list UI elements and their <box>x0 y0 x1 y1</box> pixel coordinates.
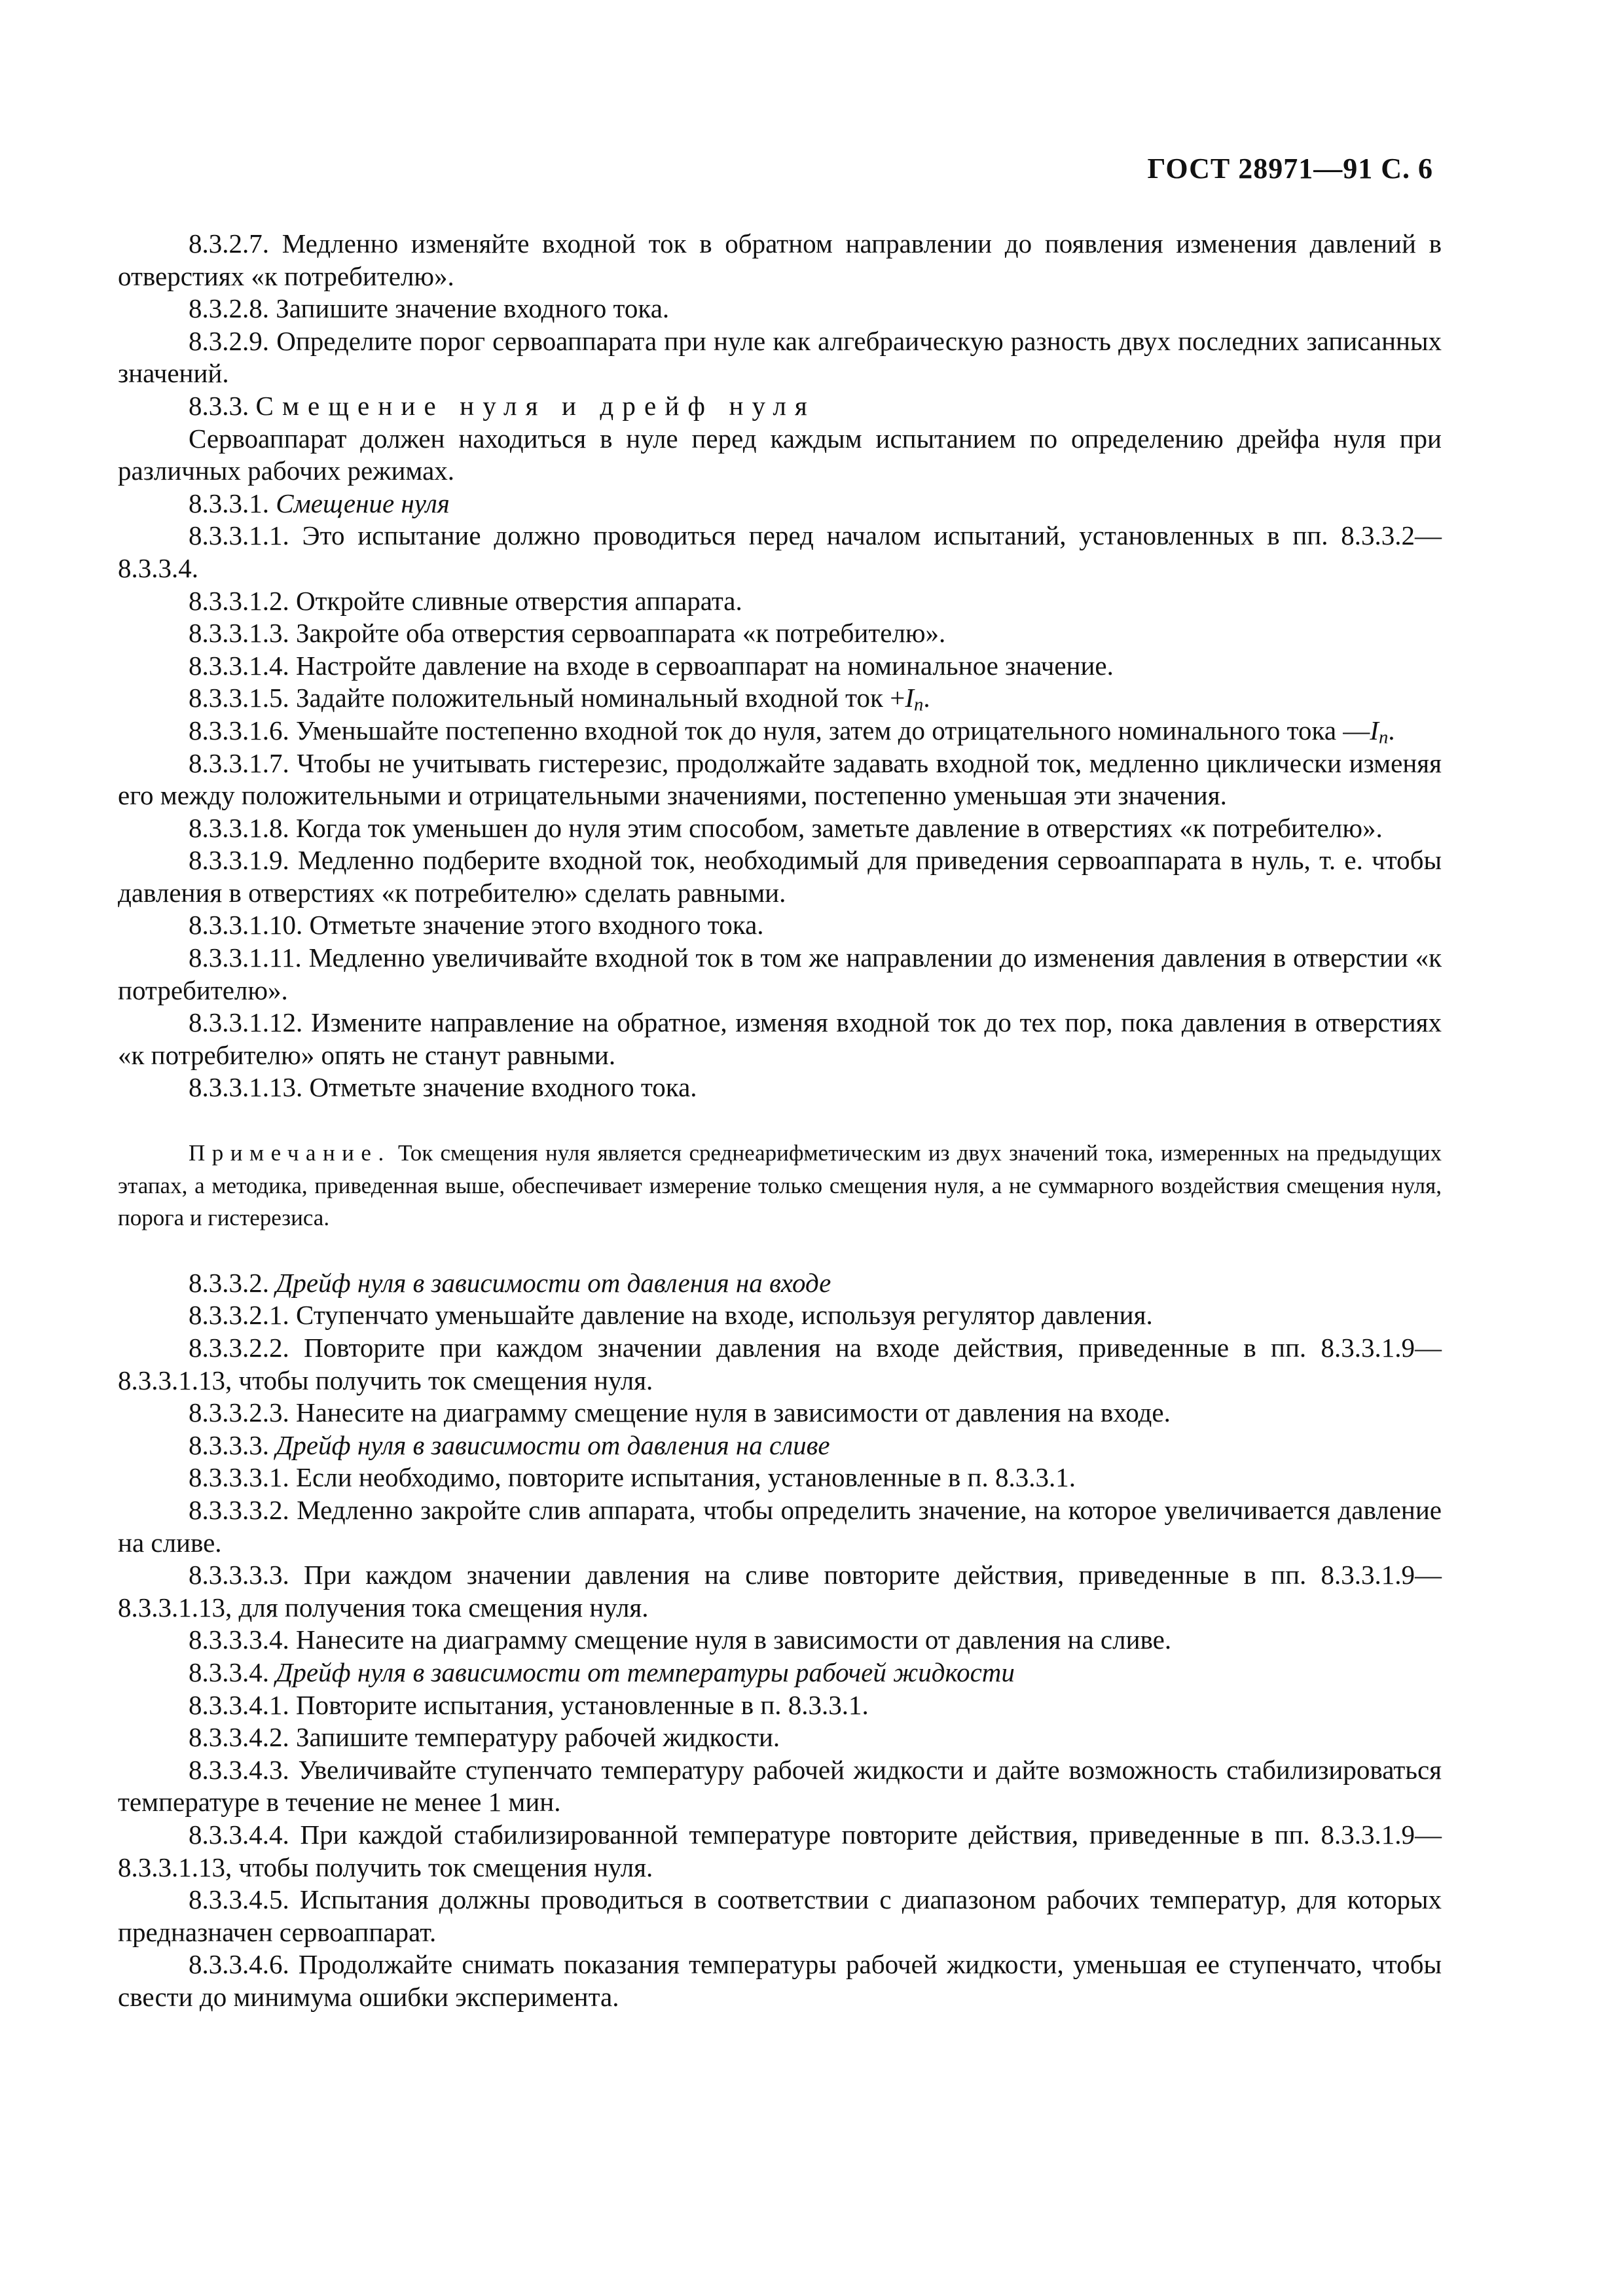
clause-text: Повторите испытания, установленные в п. 8.3.3.1. <box>296 1689 869 1720</box>
paragraph <box>118 617 1442 650</box>
paragraph <box>118 293 1442 325</box>
paragraph <box>118 715 1442 747</box>
clause-number: 8.3.3.3.4. <box>189 1624 289 1655</box>
subsection-title: Смещение нуля <box>276 488 450 518</box>
paragraph <box>118 520 1442 584</box>
clause-number: 8.3.3.4.6. <box>189 1949 289 1980</box>
paragraph <box>118 1624 1442 1657</box>
clause-text: Задайте положительный номинальный входной ток + <box>296 683 905 713</box>
clause-number: 8.3.3.1.8. <box>189 812 289 843</box>
clause-number: 8.3.3.4.1. <box>189 1689 289 1720</box>
current-symbol: I <box>1370 715 1379 745</box>
clause-text: Медленно увеличивайте входной ток в том же направлении до изменения давления в отверстии «к потребителю». <box>118 942 1442 1005</box>
clause-number: 8.3.3.1.9. <box>189 845 289 876</box>
paragraph <box>118 325 1442 390</box>
clause-number: 8.3.3.1.13. <box>189 1072 303 1103</box>
subsection-heading <box>118 1429 1442 1462</box>
clause-number: 8.3.3.1.3. <box>189 618 289 649</box>
clause-text: Когда ток уменьшен до нуля этим способом, заметьте давление в отверстиях «к потребителю». <box>296 812 1383 843</box>
clause-text: Запишите температуру рабочей жидкости. <box>296 1722 780 1753</box>
page-header: ГОСТ 28971—91 С. 6 <box>1147 152 1433 185</box>
clause-text: Сервоаппарат должен находиться в нуле перед каждым испытанием по определению дрейфа нуля при различных рабочих режимах. <box>118 423 1442 486</box>
paragraph <box>118 1332 1442 1397</box>
clause-text: Продолжайте снимать показания температуры рабочей жидкости, уменьшая ее ступенчато, чтобы свести до минимума ошибки эксперимента. <box>118 1949 1442 2012</box>
clause-number: 8.3.3.1.1. <box>189 520 289 551</box>
paragraph <box>118 585 1442 618</box>
clause-number: 8.3.3.3.1. <box>189 1462 289 1493</box>
clause-number: 8.3.3.4.2. <box>189 1722 289 1753</box>
paragraph <box>118 1397 1442 1429</box>
clause-text-end: . <box>1388 715 1395 745</box>
subsection-title: Дрейф нуля в зависимости от давления на входе <box>276 1267 831 1298</box>
paragraph <box>118 682 1442 715</box>
clause-number: 8.3.2.8. <box>189 293 269 324</box>
clause-number: 8.3.3.3.3. <box>189 1560 289 1590</box>
clause-number: 8.3.3.2.3. <box>189 1397 289 1428</box>
paragraph <box>118 1819 1442 1884</box>
clause-number: 8.3.3.1.4. <box>189 650 289 681</box>
clause-number: 8.3.3.4. <box>189 1657 269 1687</box>
clause-text: При каждом значении давления на сливе повторите действия, приведенные в пп. 8.3.3.1.9—8.3.3.1.13, для получения тока смещения нуля. <box>118 1560 1442 1623</box>
clause-number: 8.3.3.2.1. <box>189 1300 289 1331</box>
note-label: Примечание. <box>189 1140 391 1166</box>
clause-text: Закройте оба отверстия сервоаппарата «к потребителю». <box>296 618 946 649</box>
clause-number: 8.3.3. <box>189 390 249 421</box>
clause-number: 8.3.2.7. <box>189 228 269 259</box>
clause-text: Медленно изменяйте входной ток в обратном направлении до появления изменения давлений в отверстиях «к потребителю». <box>118 228 1442 291</box>
clause-text: Уменьшайте постепенно входной ток до нуля, затем до отрицательного номинального тока — <box>296 715 1370 745</box>
clause-number: 8.3.3.2.2. <box>189 1333 289 1363</box>
clause-number: 8.3.3.4.4. <box>189 1819 289 1850</box>
clause-text: Запишите значение входного тока. <box>276 293 670 324</box>
subsection-heading <box>118 1657 1442 1689</box>
paragraph <box>118 909 1442 942</box>
clause-number: 8.3.3.1.2. <box>189 585 289 616</box>
paragraph <box>118 1948 1442 2013</box>
paragraph <box>118 1754 1442 1819</box>
clause-text: Чтобы не учитывать гистерезис, продолжайте задавать входной ток, медленно циклически изменяя его между положительными и отрицательными значениями, постепенно уменьшая эти значения. <box>118 747 1442 811</box>
clause-text: Отметьте значение входного тока. <box>309 1072 697 1103</box>
paragraph <box>118 1299 1442 1332</box>
subsection-heading <box>118 488 1442 520</box>
clause-number: 8.3.3.1. <box>189 488 269 518</box>
clause-text: При каждой стабилизированной температуре повторите действия, приведенные в пп. 8.3.3.1.9—8.3.3.1.13, чтобы получить ток смещения нуля. <box>118 1819 1442 1882</box>
clause-text: Ступенчато уменьшайте давление на входе, используя регулятор давления. <box>296 1300 1153 1331</box>
clause-text: Измените направление на обратное, изменяя входной ток до тех пор, пока давления в отверстиях «к потребителю» опять не станут равными. <box>118 1007 1442 1070</box>
paragraph <box>118 747 1442 812</box>
paragraph <box>118 650 1442 683</box>
current-subscript: n <box>1378 726 1389 748</box>
paragraph <box>118 1462 1442 1494</box>
paragraph <box>118 1494 1442 1559</box>
clause-number: 8.3.3.1.11. <box>189 942 302 973</box>
clause-number: 8.3.3.1.12. <box>189 1007 303 1038</box>
clause-text-end: . <box>923 683 930 713</box>
clause-number: 8.3.3.3. <box>189 1429 269 1460</box>
section-heading <box>118 390 1442 423</box>
paragraph <box>118 1689 1442 1722</box>
clause-text: Отметьте значение этого входного тока. <box>309 910 764 941</box>
current-symbol: I <box>905 683 914 713</box>
document-body <box>118 228 1442 2013</box>
paragraph <box>118 942 1442 1007</box>
clause-text: Медленно закройте слив аппарата, чтобы определить значение, на которое увеличивается давление на сливе. <box>118 1494 1442 1558</box>
clause-number: 8.3.3.1.10. <box>189 910 303 941</box>
paragraph <box>118 1071 1442 1104</box>
subsection-title: Дрейф нуля в зависимости от температуры рабочей жидкости <box>276 1657 1015 1687</box>
note-text: Ток смещения нуля является среднеарифметическим из двух значений тока, измеренных на предыдущих этапах, а методика, приведенная выше, обеспечивает измерение только смещения нуля, а не суммарного воздействия смещения нуля, порога и гистерезиса. <box>118 1140 1442 1231</box>
clause-text: Если необходимо, повторите испытания, установленные в п. 8.3.3.1. <box>296 1462 1076 1493</box>
clause-number: 8.3.3.1.5. <box>189 683 289 713</box>
clause-number: 8.3.2.9. <box>189 325 269 356</box>
clause-number: 8.3.3.4.5. <box>189 1884 289 1915</box>
clause-text: Нанесите на диаграмму смещение нуля в зависимости от давления на входе. <box>296 1397 1171 1428</box>
section-title: Смещение нуля и дрейф нуля <box>255 390 816 421</box>
clause-number: 8.3.3.4.3. <box>189 1754 289 1785</box>
paragraph <box>118 844 1442 909</box>
paragraph <box>118 423 1442 488</box>
paragraph <box>118 1559 1442 1624</box>
note <box>118 1137 1442 1234</box>
clause-number: 8.3.3.3.2. <box>189 1494 289 1525</box>
paragraph <box>118 812 1442 845</box>
clause-text: Откройте сливные отверстия аппарата. <box>296 585 742 616</box>
clause-number: 8.3.3.1.7. <box>189 747 289 778</box>
current-subscript: n <box>913 694 924 716</box>
subsection-title: Дрейф нуля в зависимости от давления на сливе <box>276 1429 830 1460</box>
clause-text: Испытания должны проводиться в соответствии с диапазоном рабочих температур, для которых предназначен сервоаппарат. <box>118 1884 1442 1947</box>
clause-text: Нанесите на диаграмму смещение нуля в зависимости от давления на сливе. <box>296 1624 1172 1655</box>
paragraph <box>118 1721 1442 1754</box>
clause-text: Повторите при каждом значении давления на входе действия, приведенные в пп. 8.3.3.1.9—8.3.3.1.13, чтобы получить ток смещения нуля. <box>118 1333 1442 1395</box>
paragraph <box>118 228 1442 293</box>
clause-text: Настройте давление на входе в сервоаппарат на номинальное значение. <box>296 650 1114 681</box>
clause-text: Это испытание должно проводиться перед началом испытаний, установленных в пп. 8.3.3.2—8.3.3.4. <box>118 520 1442 583</box>
paragraph <box>118 1007 1442 1071</box>
clause-number: 8.3.3.2. <box>189 1267 269 1298</box>
paragraph <box>118 1884 1442 1948</box>
clause-number: 8.3.3.1.6. <box>189 715 289 745</box>
clause-text: Определите порог сервоаппарата при нуле как алгебраическую разность двух последних записанных значений. <box>118 325 1442 389</box>
clause-text: Медленно подберите входной ток, необходимый для приведения сервоаппарата в нуль, т. е. чтобы давления в отверстиях «к потребителю» сделать равными. <box>118 845 1442 908</box>
subsection-heading <box>118 1267 1442 1300</box>
clause-text: Увеличивайте ступенчато температуру рабочей жидкости и дайте возможность стабилизироваться температуре в течение не менее 1 мин. <box>118 1754 1442 1818</box>
